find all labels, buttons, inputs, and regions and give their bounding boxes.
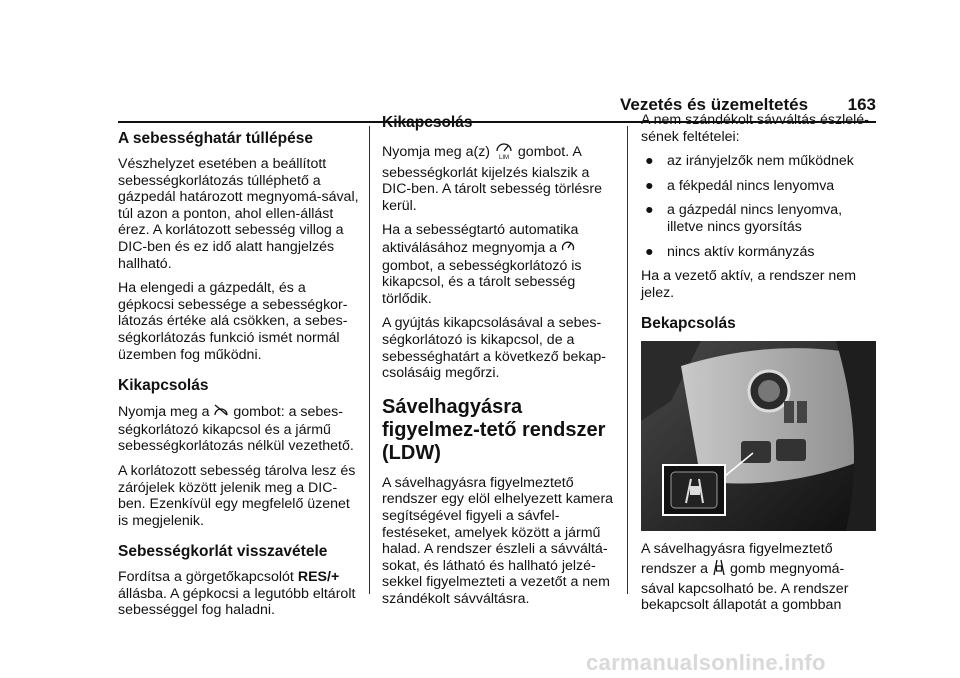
list-item: ● a fékpedál nincs lenyomva [645, 177, 835, 194]
paragraph: Nyomja meg a(z) LIM gombot. A sebességkorlát kijelzés kialszik a DIC-ben. A tárolt sebesség törlésre kerül. [382, 140, 620, 214]
svg-text:LIM: LIM [498, 155, 509, 160]
lane-departure-icon [712, 558, 726, 581]
speed-limiter-off-icon [213, 403, 229, 422]
speed-limiter-lim-icon [494, 140, 514, 165]
paragraph: A sávelhagyásra figyelmeztető rendszer a gomb megnyomá-sával kapcsolható be. A rendszer bekapcsolt állapotát a gombban [641, 541, 849, 614]
paragraph: A sávelhagyásra figyelmeztető rendszer egy elöl elhelyezett kamera segítségével figyeli a sávfel-festéseket, amelyek között a jármű halad. A rendszer észleli a sávváltá-sokat, és látható és hallható jelzé-sekkel figyelmezteti a vezetőt a nem szándékolt sávváltásra. [382, 474, 614, 607]
watermark: carmanualsonline.info [586, 650, 826, 675]
heading-resume-speed-limit: Sebességkorlát visszavétele [118, 543, 328, 561]
heading-deactivation-2: Kikapcsolás [382, 114, 473, 131]
heading-activation: Bekapcsolás [641, 315, 736, 333]
paragraph: Vészhelyzet esetében a beállított sebességkorlátozás túlléphető a gázpedál határozott megnyomá-sával, túl azon a ponton, ahol ellen-állást érez. A korlátozott sebesség villog a DIC-ben és ez idő alatt hangjelzés hallható. [118, 156, 359, 272]
paragraph: Fordítsa a görgetőkapcsolót RES/+ állásba. A gépkocsi a legutóbb eltárolt sebességgel fog haladni. [118, 569, 356, 619]
paragraph: A korlátozott sebesség tárolva lesz és zárójelek között jelenik meg a DIC-ben. Ezenkívül egy megfelelő üzenet is megjelenik. [118, 462, 356, 529]
column-2 [382, 114, 620, 615]
conditions-list [641, 153, 877, 260]
page-number: 163 [847, 95, 876, 114]
column-divider-2 [627, 126, 628, 594]
heading-speed-limit-exceeded: A sebességhatár túllépése [118, 130, 313, 147]
paragraph: Ha a vezető aktív, a rendszer nem jelez. [641, 268, 857, 301]
list-item: ● nincs aktív kormányzás [645, 243, 815, 260]
column-1 [118, 130, 363, 627]
paragraph: A nem szándékolt sávváltás észlelé-sének feltételei: [641, 112, 869, 145]
heading-deactivation: Kikapcsolás [118, 377, 209, 395]
paragraph: Ha elengedi a gázpedált, és a gépkocsi sebessége a sebességkor-látozás értéke alá csökken, a sebes-ségkorlátozás funkció ismét normál üzemben fog működni. [118, 280, 348, 363]
list-item: ● az irányjelzők nem működnek [645, 153, 854, 170]
paragraph: A gyújtás kikapcsolásával a sebes-ségkorlátozó is kikapcsol, de a sebességhatárt a következő bekap-csolásáig megőrzi. [382, 315, 606, 382]
heading-ldw: Sávelhagyásra figyelmez-tető rendszer (LDW) [382, 395, 606, 464]
dashboard-photo [641, 341, 876, 531]
list-item: ● a gázpedál nincs lenyomva, illetve nincs gyorsítás [645, 202, 843, 235]
cruise-control-icon [561, 239, 575, 258]
section-title: Vezetés és üzemeltetés [620, 95, 809, 114]
paragraph: Ha a sebességtartó automatika aktiválásához megnyomja a gombot, a sebességkorlátozó is kikapcsol, és a tárolt sebesség törlődik. [382, 222, 582, 307]
paragraph: Nyomja meg a gombot: a sebes-ségkorlátozó kikapcsol és a jármű sebességkorlátozás nélkül vezethető. [118, 404, 354, 455]
column-3 [641, 112, 877, 622]
column-divider-1 [369, 126, 370, 594]
